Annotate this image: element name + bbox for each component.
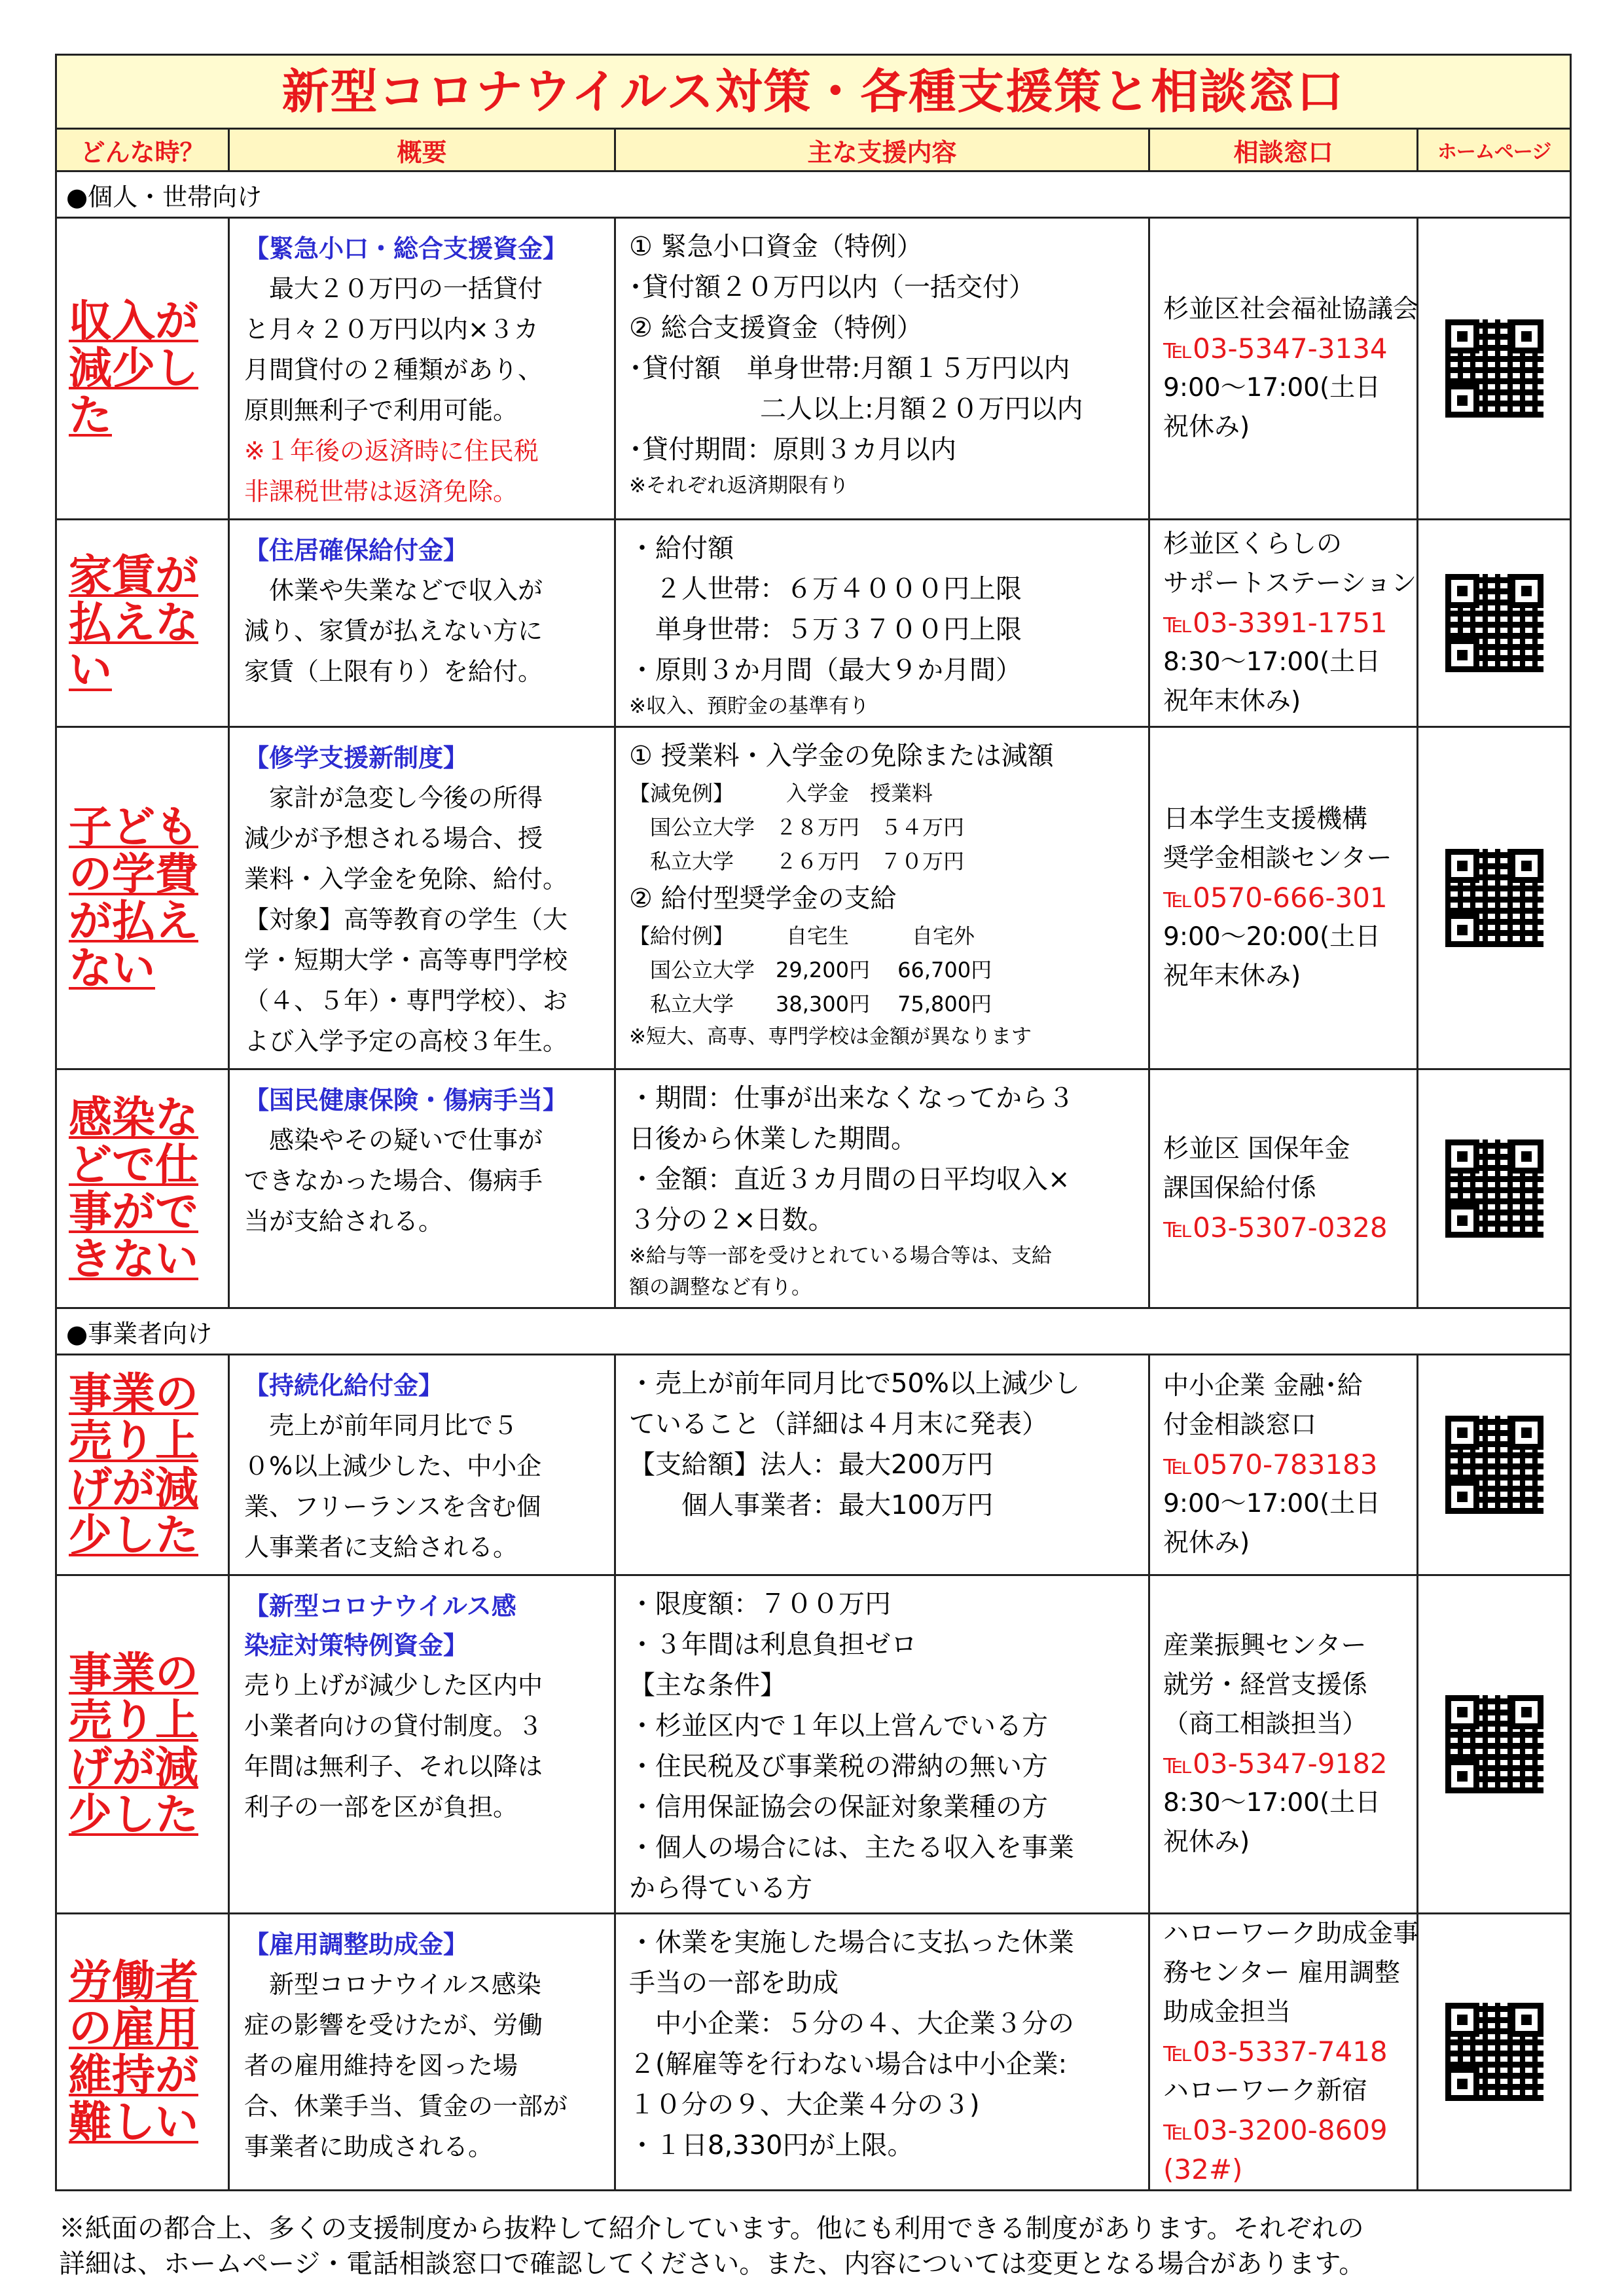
contact-phone[interactable]: ℡0570-666-301 (1163, 882, 1388, 914)
table-row (56, 1069, 1571, 1308)
contact-name: 杉並区社会福祉協議会 (1163, 295, 1419, 324)
when-label: 収入が 減少し た (69, 296, 198, 440)
program-description: 売り上げが減少した区内中 小業者向けの貸付制度。３ 年間は無利子、それ以降は 利子の一部を区が負担。 (244, 1671, 543, 1821)
overview-cell (229, 1355, 615, 1575)
overview-cell (229, 1914, 615, 2191)
support-line: ② 給付型奨学金の支給 (629, 884, 897, 914)
contact-cell (1149, 520, 1418, 727)
support-line: ・期間：仕事が出来なくなってから３ (629, 1083, 1074, 1113)
contact-hours: 8:30～17:00(土日 (1163, 647, 1381, 677)
table-row (56, 520, 1571, 727)
program-description: 家計が急変し今後の所得 減少が予想される場合、授 業料・入学金を免除、給付。 【対象】高等教育の学生（大 学・短期大学・高等専門学校 （４、５年）・専門学校）、お よび入学予定の高校３年生。 (244, 783, 568, 1056)
contact-name: 日本学生支援機構 (1163, 804, 1368, 834)
contact-name: 中小企業 金融･給 (1163, 1371, 1363, 1401)
qr-code-icon[interactable] (1445, 2003, 1543, 2101)
contact-hours: 9:00～17:00(土日 (1163, 1489, 1381, 1518)
support-example-line: 私立大学 38,300円 75,800円 (629, 992, 992, 1016)
contact-phone[interactable]: ℡03-5337-7418 (1163, 2036, 1388, 2068)
support-line: ていること（詳細は４月末に発表） (629, 1409, 1048, 1439)
phone-extension: (32#) (1163, 2153, 1243, 2185)
program-description: 休業や失業などで収入が 減り、家賃が払えない方に 家賃（上限有り）を給付。 (244, 576, 543, 686)
program-name: 【持続化給付金】 (244, 1371, 444, 1400)
contact-name: 杉並区くらしの (1163, 529, 1343, 559)
qr-corner-mark (1445, 384, 1479, 418)
when-cell (56, 1575, 229, 1914)
repayment-note: ※１年後の返済時に住民税 非課税世帯は返済免除。 (244, 437, 539, 506)
contact-name: （商工相談担当） (1163, 1710, 1368, 1739)
contact-hours: 祝休み) (1163, 1827, 1250, 1857)
support-cell (615, 1069, 1149, 1308)
qr-corner-mark (1445, 913, 1479, 947)
support-line: ・信用保証協会の保証対象業種の方 (629, 1792, 1048, 1822)
when-label: 事業の 売り上 げが減 少した (69, 1369, 198, 1560)
title-bar (56, 55, 1571, 129)
contact-hours: 祝年末休み) (1163, 961, 1301, 991)
support-example-line: 【給付例】 自宅生 自宅外 (629, 924, 975, 948)
contact-hours: 祝年末休み) (1163, 687, 1301, 716)
section-label: ●事業者向け (56, 1308, 1571, 1355)
overview-cell (229, 520, 615, 727)
support-line: ・１日8,330円が上限。 (629, 2130, 914, 2161)
support-line: ② 総合支援資金（特例） (629, 313, 923, 343)
page-title: 新型コロナウイルス対策・各種支援策と相談窓口 (281, 64, 1345, 119)
when-cell (56, 1914, 229, 2191)
support-cell (615, 1575, 1149, 1914)
contact-phone[interactable]: ℡03-3200-8609 (1163, 2114, 1388, 2146)
contact-phone[interactable]: ℡03-5307-0328 (1163, 1211, 1388, 1244)
qr-code-icon[interactable] (1445, 1695, 1543, 1793)
when-label: 労働者 の雇用 維持が 難しい (69, 1956, 198, 2147)
qr-code-icon[interactable] (1445, 1416, 1543, 1514)
header-contact: 相談窓口 (1149, 129, 1418, 171)
support-line: ・原則３か月間（最大９か月間） (629, 655, 1022, 685)
qr-corner-mark (1445, 1759, 1479, 1793)
program-description: 最大２０万円の一括貸付 と月々２０万円以内×３カ 月間貸付の２種類があり、 原則無利子で利用可能。 (244, 274, 543, 425)
support-cell (615, 727, 1149, 1069)
section-business (56, 1308, 1571, 1355)
support-line: ・売上が前年同月比で50%以上減少し (629, 1369, 1080, 1399)
support-example-line: 私立大学 ２６万円 ７０万円 (629, 849, 965, 874)
when-cell (56, 520, 229, 727)
header-support: 主な支援内容 (615, 129, 1149, 171)
contact-cell (1149, 1355, 1418, 1575)
header-overview: 概要 (229, 129, 615, 171)
when-cell (56, 218, 229, 520)
section-label: ●個人・世帯向け (56, 171, 1571, 218)
homepage-cell (1418, 1575, 1571, 1914)
support-table-sheet (55, 54, 1570, 2191)
contact-name: ハローワーク助成金事 (1163, 1919, 1419, 1948)
contact-cell (1149, 727, 1418, 1069)
support-cell (615, 1355, 1149, 1575)
support-cell (615, 520, 1149, 727)
support-line: ・住民税及び事業税の滞納の無い方 (629, 1751, 1048, 1782)
program-name: 【住居確保給付金】 (244, 536, 469, 565)
support-line: ・個人の場合には、主たる収入を事業 (629, 1833, 1074, 1863)
contact-name: 課国保給付係 (1163, 1174, 1317, 1203)
contact-name: 奨学金相談センター (1163, 844, 1392, 873)
support-line: から得ている方 (629, 1873, 812, 1903)
contact-hours: 8:30～17:00(土日 (1163, 1788, 1381, 1818)
support-note: ※短大、高専、専門学校は金額が異なります (629, 1025, 1032, 1049)
contact-name: サポートステーション (1163, 569, 1417, 598)
qr-code-icon[interactable] (1445, 849, 1543, 947)
table-row (56, 1575, 1571, 1914)
support-line: ･貸付額 単身世帯:月額１５万円以内 (629, 353, 1070, 384)
support-line: 【主な条件】 (629, 1670, 786, 1700)
qr-corner-mark (1445, 1480, 1479, 1514)
homepage-cell (1418, 520, 1571, 727)
when-label: 子ども の学費 が払え ない (69, 802, 198, 994)
when-cell (56, 1355, 229, 1575)
overview-cell (229, 1069, 615, 1308)
section-individual (56, 171, 1571, 218)
program-name: 【緊急小口・総合支援資金】 (244, 234, 568, 263)
homepage-cell (1418, 1914, 1571, 2191)
contact-cell (1149, 218, 1418, 520)
support-line: 個人事業者：最大100万円 (629, 1490, 994, 1520)
overview-cell (229, 1575, 615, 1914)
contact-cell (1149, 1575, 1418, 1914)
support-example-line: 国公立大学 29,200円 66,700円 (629, 958, 992, 982)
header-homepage: ホームページ (1418, 129, 1571, 171)
contact-hours: 祝休み) (1163, 1528, 1250, 1558)
support-example-line: 国公立大学 ２８万円 ５４万円 (629, 815, 965, 840)
contact-phone[interactable]: ℡03-5347-3134 (1163, 332, 1388, 365)
contact-hours: 9:00～20:00(土日 (1163, 922, 1381, 952)
when-label: 事業の 売り上 げが減 少した (69, 1648, 198, 1840)
homepage-cell (1418, 727, 1571, 1069)
support-line: ・給付額 (629, 533, 734, 564)
program-description: 売上が前年同月比で５ ０%以上減少した、中小企 業、フリーランスを含む個 人事業者に支給される。 (244, 1411, 542, 1562)
support-note: ※それぞれ返済期限有り (629, 474, 849, 497)
support-cell (615, 1914, 1149, 2191)
support-note: ※給与等一部を受けとれている場合等は、支給 額の調整など有り。 (629, 1244, 1052, 1299)
overview-cell (229, 218, 615, 520)
overview-cell (229, 727, 615, 1069)
when-label: 感染な どで仕 事がで きない (69, 1092, 198, 1284)
support-line: ① 緊急小口資金（特例） (629, 232, 923, 262)
contact-hours: 9:00～17:00(土日 (1163, 373, 1381, 403)
support-line: ２人世帯：６万４０００円上限 (629, 574, 1022, 604)
table-row (56, 727, 1571, 1069)
support-line: 単身世帯：５万３７００円上限 (629, 615, 1022, 645)
program-name: 【国民健康保険・傷病手当】 (244, 1086, 568, 1115)
contact-name: 就労・経営支援係 (1163, 1670, 1368, 1700)
contact-phone[interactable]: ℡03-3391-1751 (1163, 607, 1388, 639)
support-line: ・限度額：７００万円 (629, 1589, 891, 1619)
support-line: 手当の一部を助成 (629, 1968, 839, 1998)
header-when: どんな時？ (56, 129, 229, 171)
table-row (56, 1355, 1571, 1575)
contact-phone[interactable]: ℡03-5347-9182 (1163, 1748, 1388, 1780)
support-line: ・杉並区内で１年以上営んでいる方 (629, 1711, 1048, 1741)
support-line: 中小企業：５分の４、大企業３分の (629, 2009, 1074, 2039)
program-name: 【新型コロナウイルス感 染症対策特例資金】 (244, 1592, 516, 1660)
when-label: 家賃が 払えな い (69, 550, 198, 695)
program-name: 【雇用調整助成金】 (244, 1930, 469, 1959)
header-row (56, 129, 1571, 171)
support-line: 【支給額】法人：最大200万円 (629, 1450, 994, 1480)
program-description: 感染やその疑いで仕事が できなかった場合、傷病手 当が支給される。 (244, 1126, 543, 1236)
contact-hours: 祝休み) (1163, 412, 1250, 442)
support-line: ２(解雇等を行わない場合は中小企業: (629, 2049, 1068, 2079)
support-line: 二人以上:月額２０万円以内 (629, 394, 1083, 424)
contact-phone[interactable]: ℡0570-783183 (1163, 1448, 1378, 1480)
contact-name: ハローワーク新宿 (1163, 2076, 1368, 2106)
support-line: １０分の９、大企業４分の３) (629, 2090, 980, 2120)
qr-corner-mark (1445, 1204, 1479, 1238)
support-table (55, 54, 1572, 2191)
qr-code-icon[interactable] (1445, 574, 1543, 672)
contact-name: 付金相談窓口 (1163, 1410, 1317, 1440)
support-line: ・金額：直近３カ月間の日平均収入× (629, 1164, 1070, 1194)
support-example-line: 【減免例】 入学金 授業料 (629, 781, 933, 806)
qr-corner-mark (1445, 638, 1479, 672)
support-line: ･貸付額２０万円以内（一括交付） (629, 272, 1035, 302)
program-description: 新型コロナウイルス感染 症の影響を受けたが、労働 者の雇用維持を図った場 合、休業手当、賃金の一部が 事業者に助成される。 (244, 1970, 568, 2161)
qr-code-icon[interactable] (1445, 1139, 1543, 1238)
qr-corner-mark (1445, 2067, 1479, 2101)
contact-cell (1149, 1914, 1418, 2191)
contact-name: 産業振興センター (1163, 1631, 1367, 1660)
table-row (56, 218, 1571, 520)
rows-individual (56, 218, 1571, 1308)
table-row (56, 1914, 1571, 2191)
support-line: ３分の２×日数。 (629, 1205, 835, 1235)
support-line: ① 授業料・入学金の免除または減額 (629, 741, 1054, 771)
homepage-cell (1418, 1355, 1571, 1575)
support-line: ・休業を実施した場合に支払った休業 (629, 1928, 1074, 1958)
contact-cell (1149, 1069, 1418, 1308)
support-line: ･貸付期間：原則３カ月以内 (629, 435, 956, 465)
contact-name: 助成金担当 (1163, 1998, 1291, 2027)
support-line: 日後から休業した期間。 (629, 1124, 917, 1154)
rows-business (56, 1355, 1571, 2191)
homepage-cell (1418, 218, 1571, 520)
when-cell (56, 727, 229, 1069)
when-cell (56, 1069, 229, 1308)
program-name: 【修学支援新制度】 (244, 744, 469, 772)
support-line: ・３年間は利息負担ゼロ (629, 1630, 917, 1660)
support-note: ※収入、預貯金の基準有り (629, 694, 869, 718)
qr-code-icon[interactable] (1445, 319, 1543, 418)
contact-name: 務センター 雇用調整 (1163, 1958, 1400, 1988)
support-cell (615, 218, 1149, 520)
homepage-cell (1418, 1069, 1571, 1308)
contact-name: 杉並区 国保年金 (1163, 1134, 1350, 1164)
footnote: ※紙面の都合上、多くの支援制度から抜粋して紹介しています。他にも利用できる制度があります。それぞれの 詳細は、ホームページ・電話相談窓口で確認してください。また、内容については変更となる場合があります。 (59, 2214, 1365, 2279)
